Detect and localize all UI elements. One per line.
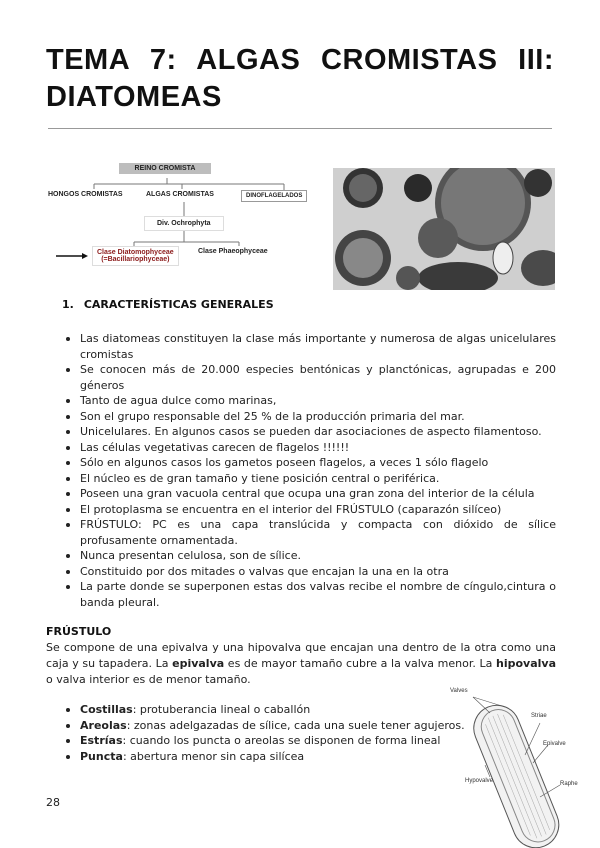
definition: : zonas adelgazadas de sílice, cada una suele tener agujeros. [126,718,465,732]
diagram-class-diatom [92,246,179,266]
frustulo-paragraph [46,640,556,688]
title-divider [48,128,552,129]
list-item: Constituido por dos mitades o valvas que encajan la una en la otra [64,564,556,580]
list-item: Nunca presentan celulosa, son de sílice. [64,548,556,564]
label-raphe: Raphe [560,781,578,787]
diagram-algas: ALGAS CROMISTAS [142,189,218,200]
frustule-figure [445,685,595,848]
definition: : protuberancia lineal o caballón [132,703,311,716]
text: Se compone de una epivalva y una hipovalva que encajan una dentro de la otra como una caja y su tapadera. La [46,641,556,670]
list-item [64,749,484,765]
diagram-dinoflagelados: DINOFLAGELADOS [241,190,307,202]
list-item: Las diatomeas constituyen la clase más importante y numerosa de algas unicelulares cromistas [64,331,556,362]
diagram-class-phaeo: Clase Phaeophyceae [194,246,272,257]
label-valves: Valves [450,688,468,694]
list-item: FRÚSTULO: PC es una capa translúcida y compacta con dióxido de sílice profusamente ornamentada. [64,517,556,548]
list-item: La parte donde se superponen estas dos valvas recibe el nombre de cíngulo,cintura o banda pleural. [64,579,556,610]
text: es de mayor tamaño cubre a la valva menor. La [224,657,496,670]
frustulo-terms-list [64,702,484,764]
list-item: El núcleo es de gran tamaño y tiene posición central o periférica. [64,471,556,487]
class-diatom-alt: (=Bacillariophyceae) [101,256,170,263]
label-hypovalve: Hypovalve [465,778,494,784]
list-item: Tanto de agua dulce como marinas, [64,393,556,409]
label-striae: Striae [531,713,547,719]
label-epivalve: Epivalve [543,741,566,747]
list-item: Las células vegetativas carecen de flagelos !!!!!! [64,440,556,456]
definition: : cuando los puncta o areolas se disponen de forma lineal [122,734,441,747]
section-title: CARACTERÍSTICAS GENERALES [83,298,274,311]
term: Estrías [80,734,123,747]
definition: : abertura menor sin capa silícea [122,749,305,763]
term-hipovalva: hipovalva [496,657,556,670]
diagram-hongos: HONGOS CROMISTAS [44,189,127,200]
term: Costillas [80,703,133,716]
list-item [64,733,484,749]
section-heading [62,298,284,311]
section-number: 1. [62,298,74,311]
frustulo-heading: FRÚSTULO [46,625,112,638]
diatoms-micrograph [333,168,555,290]
list-item: Se conocen más de 20.000 especies bentónicas y planctónicas, agrupadas e 200 géneros [64,362,556,393]
list-item: Unicelulares. En algunos casos se pueden dar asociaciones de aspecto filamentoso. [64,424,556,440]
class-diatom-label: Clase Diatomophyceae [97,249,174,256]
term: Areolas [80,718,127,732]
diagram-root: REINO CROMISTA [119,163,211,174]
characteristics-list [64,331,556,610]
diatoms-image [333,168,555,290]
page-number: 28 [46,796,60,809]
page-title: TEMA 7: ALGAS CROMISTAS III: DIATOMEAS [46,44,554,113]
list-item: Son el grupo responsable del 25 % de la producción primaria del mar. [64,409,556,425]
list-item [64,702,484,718]
text: o valva interior es de menor tamaño. [46,673,251,686]
classification-diagram [44,158,303,274]
list-item: El protoplasma se encuentra en el interior del FRÚSTULO (caparazón silíceo) [64,502,556,518]
list-item: Sólo en algunos casos los gametos poseen flagelos, a veces 1 sólo flagelo [64,455,556,471]
term: Puncta [80,749,123,763]
diagram-division: Div. Ochrophyta [144,216,224,231]
frustule-drawing [445,685,595,848]
list-item: Poseen una gran vacuola central que ocupa una gran zona del interior de la célula [64,486,556,502]
list-item [64,718,484,734]
term-epivalva: epivalva [172,657,225,670]
